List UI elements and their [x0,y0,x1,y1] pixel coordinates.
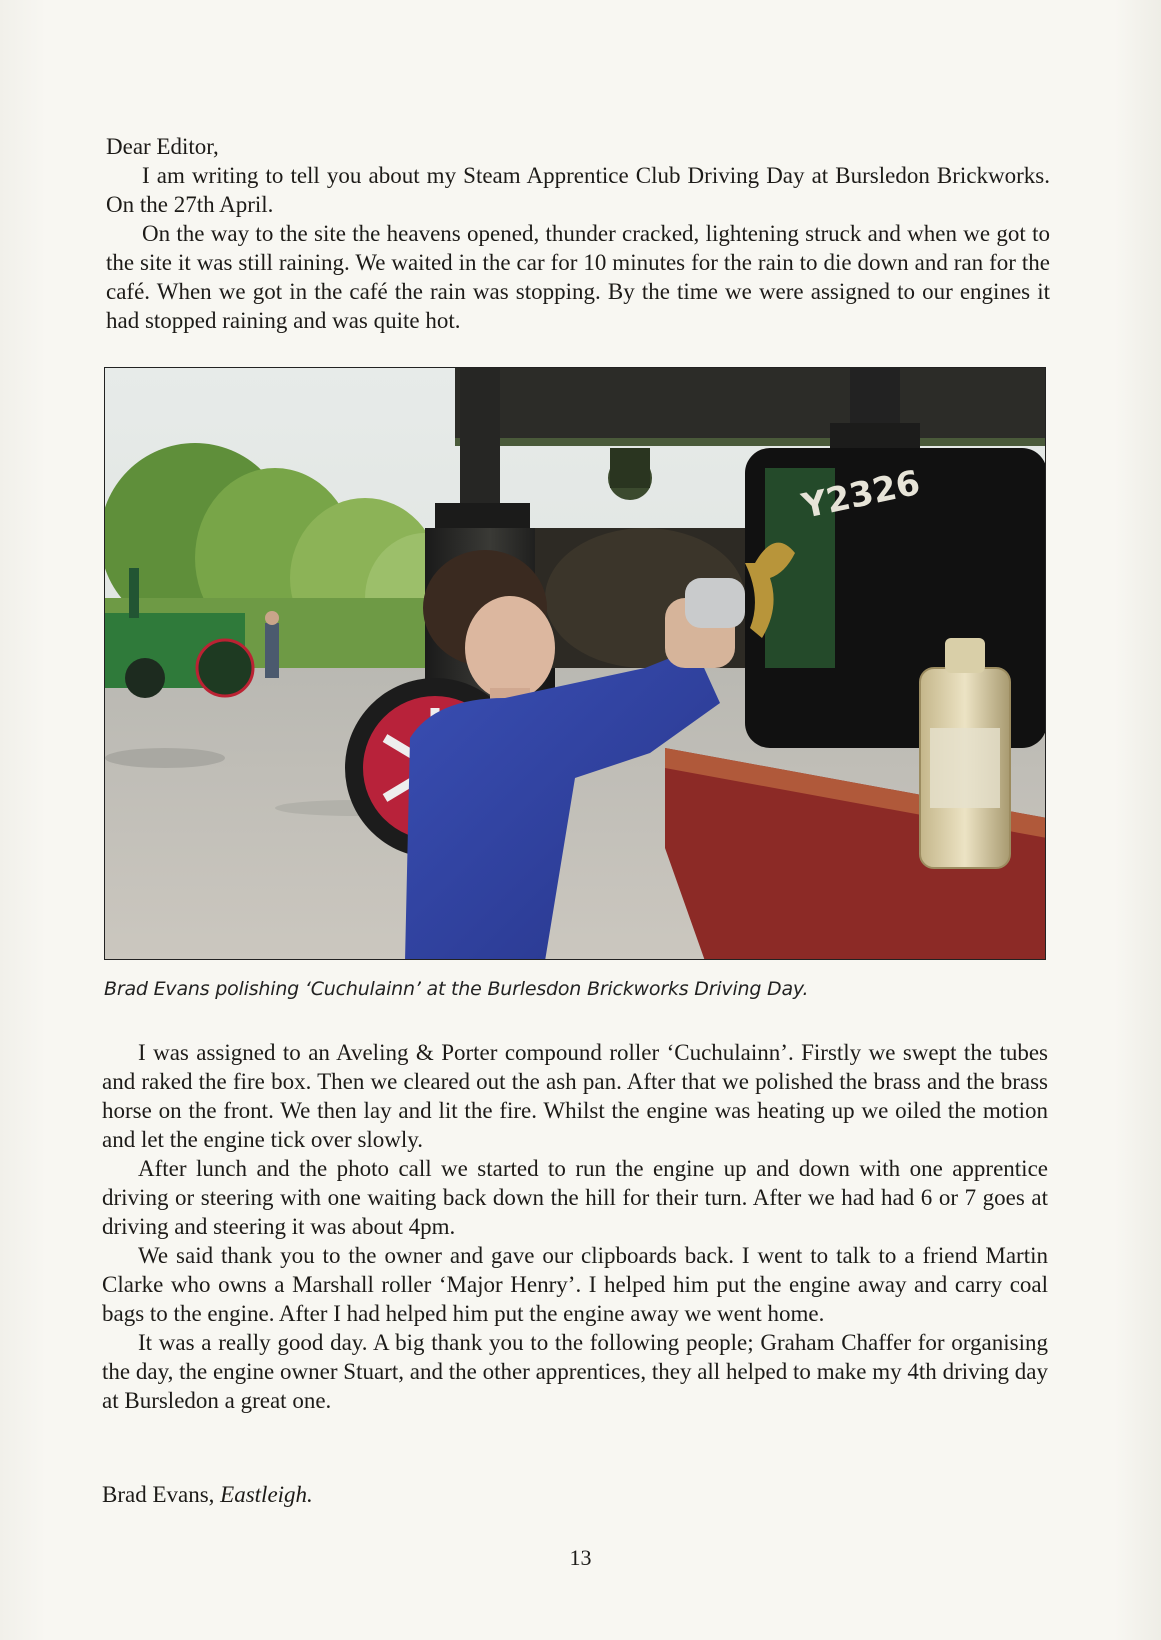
intro-text [106,161,1050,335]
signature [102,1480,313,1509]
signature-place: Eastleigh. [220,1482,313,1507]
engine-plate-text: Y2326 [798,462,924,527]
body-paragraph: We said thank you to the owner and gave our clipboards back. I went to talk to a friend Martin Clarke who owns a Marshall roller ‘Major Henry’. I helped him put the engine away and carry coal bags to the engine. After I had helped him put the engine away we went home. [102,1243,1048,1326]
signature-name: Brad Evans, [102,1482,221,1507]
body-text [102,1038,1048,1415]
intro-paragraph: I am writing to tell you about my Steam Apprentice Club Driving Day at Bursledon Brickworks. On the 27th April. [106,163,1050,217]
steam-engine-photo [104,367,1046,960]
salutation: Dear Editor, [106,134,219,159]
body-paragraph: I was assigned to an Aveling & Porter compound roller ‘Cuchulainn’. Firstly we swept the tubes and raked the fire box. Then we cleared out the ash pan. After that we polished the brass and the brass horse on the front. We then lay and lit the fire. Whilst the engine was heating up we oiled the motion and let the engine tick over slowly. [102,1040,1048,1152]
page-number: 13 [569,1545,592,1570]
photo-caption: Brad Evans polishing ‘Cuchulainn’ at the Burlesdon Brickworks Driving Day. [104,978,809,1000]
body-paragraph: After lunch and the photo call we started to run the engine up and down with one apprentice driving or steering with one waiting back down the hill for their turn. After we had had 6 or 7 goes at driving and steering it was about 4pm. [102,1156,1048,1239]
intro-paragraph: On the way to the site the heavens opened, thunder cracked, lightening struck and when we got to the site it was still raining. We waited in the car for 10 minutes for the rain to die down and ran for the café. When we got in the café the rain was stopping. By the time we were assigned to our engines it had stopped raining and was quite hot. [106,221,1050,333]
body-paragraph: It was a really good day. A big thank you to the following people; Graham Chaffer for organising the day, the engine owner Stuart, and the other apprentices, they all helped to make my 4th driving day at Bursledon a great one. [102,1330,1048,1413]
